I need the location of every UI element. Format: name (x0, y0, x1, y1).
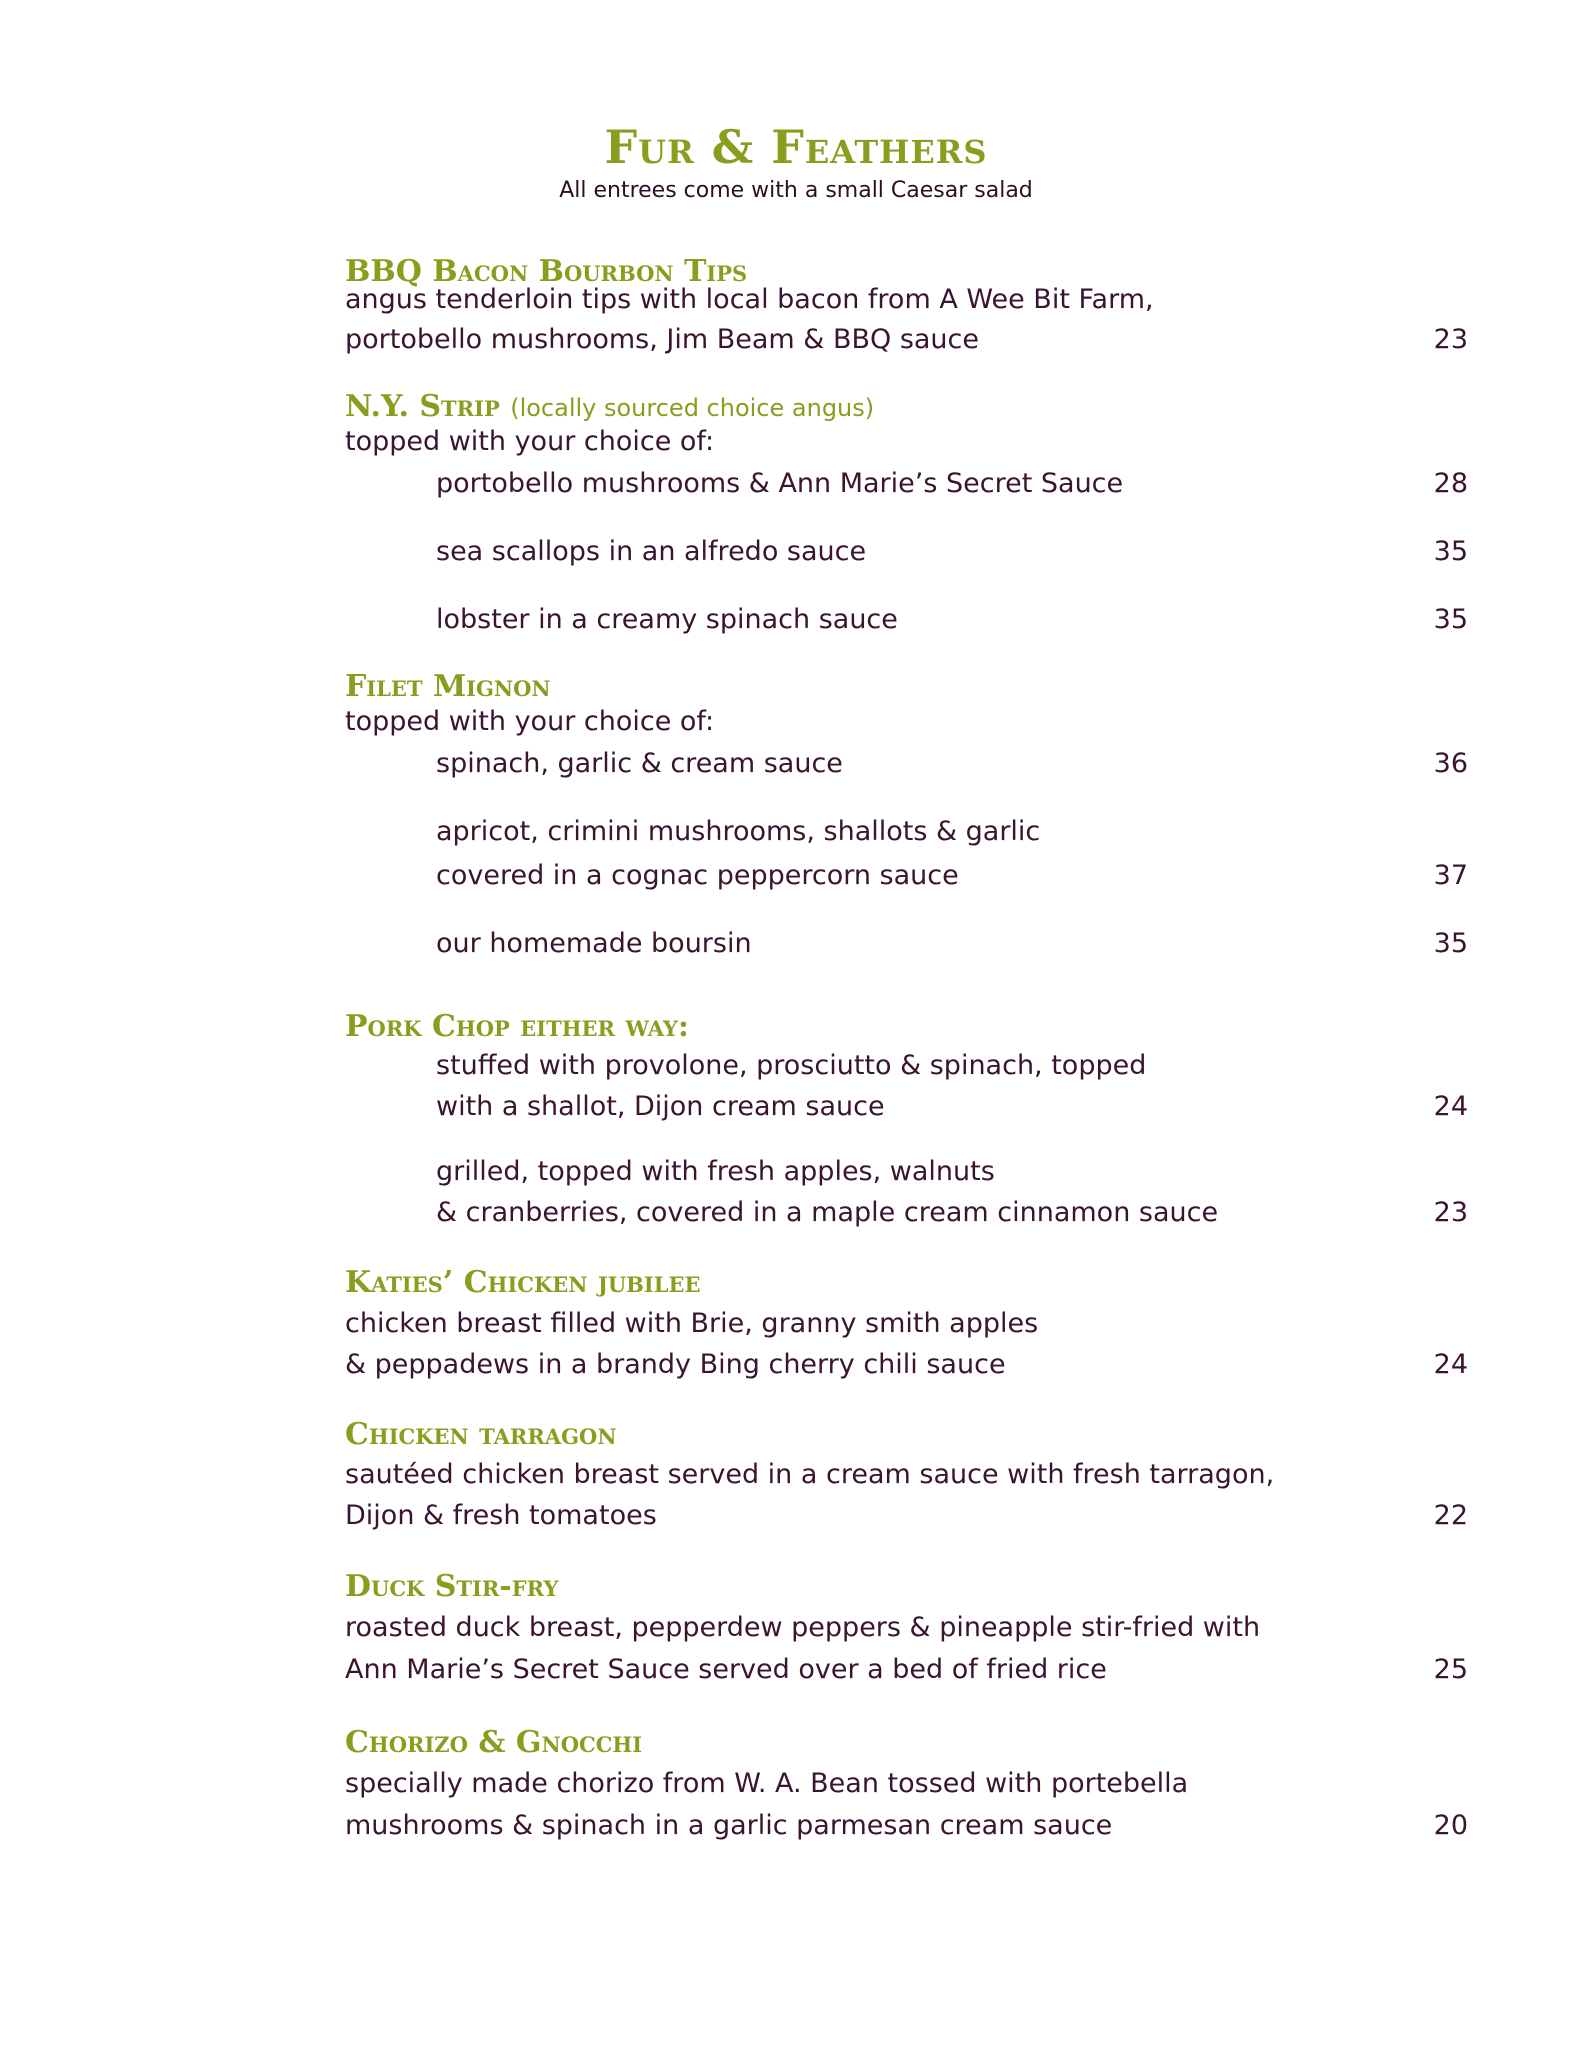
section-heading-tarragon: Chicken tarragon (345, 1417, 617, 1452)
item-option: our homemade boursin (436, 928, 752, 959)
item-option: portobello mushrooms & Ann Marie’s Secret Sauce (436, 468, 1124, 499)
section-heading-chorizo: Chorizo & Gnocchi (345, 1725, 643, 1760)
item-description: chicken breast filled with Brie, granny smith apples (345, 1308, 1039, 1339)
item-price: 24 (1433, 1349, 1468, 1380)
item-option: with a shallot, Dijon cream sauce (436, 1091, 885, 1122)
item-description: Ann Marie’s Secret Sauce served over a bed of fried rice (345, 1654, 1107, 1685)
item-price: 35 (1433, 928, 1468, 959)
item-price: 23 (1433, 1197, 1468, 1228)
item-price: 23 (1433, 324, 1468, 355)
item-intro: topped with your choice of: (345, 706, 715, 737)
section-note: (locally sourced choice angus) (510, 394, 875, 422)
section-heading-duck: Duck Stir-fry (345, 1569, 559, 1604)
item-description: roasted duck breast, pepperdew peppers & pineapple stir-fried with (345, 1612, 1261, 1643)
item-price: 24 (1433, 1091, 1468, 1122)
item-price: 25 (1433, 1654, 1468, 1685)
item-intro: topped with your choice of: (345, 426, 715, 457)
item-option: stuffed with provolone, prosciutto & spinach, topped (436, 1050, 1147, 1081)
section-title: N.Y. Strip (345, 389, 500, 424)
item-option: sea scallops in an alfredo sauce (436, 536, 867, 567)
item-option: spinach, garlic & cream sauce (436, 748, 843, 779)
item-price: 22 (1433, 1500, 1468, 1531)
section-heading-bbq: BBQ Bacon Bourbon Tips (345, 254, 748, 289)
section-heading-jubilee: Katies’ Chicken jubilee (345, 1265, 701, 1300)
item-price: 35 (1433, 536, 1468, 567)
item-description: portobello mushrooms, Jim Beam & BBQ sauce (345, 324, 979, 355)
item-price: 36 (1433, 748, 1468, 779)
item-price: 37 (1433, 860, 1468, 891)
menu-subtitle: All entrees come with a small Caesar salad (559, 178, 1033, 203)
section-heading-pork: Pork Chop either way: (345, 1009, 690, 1044)
item-price: 35 (1433, 604, 1468, 635)
item-option: grilled, topped with fresh apples, walnuts (436, 1156, 995, 1187)
section-heading-strip (345, 389, 875, 424)
item-option: apricot, crimini mushrooms, shallots & garlic (436, 816, 1041, 847)
item-description: sautéed chicken breast served in a cream sauce with fresh tarragon, (345, 1459, 1275, 1490)
menu-title: Fur & Feathers (604, 120, 988, 174)
item-description: Dijon & fresh tomatoes (345, 1500, 657, 1531)
item-description: & peppadews in a brandy Bing cherry chili sauce (345, 1349, 1006, 1380)
item-option: covered in a cognac peppercorn sauce (436, 860, 959, 891)
item-description: specially made chorizo from W. A. Bean tossed with portebella (345, 1768, 1189, 1799)
item-price: 20 (1433, 1810, 1468, 1841)
item-option: & cranberries, covered in a maple cream cinnamon sauce (436, 1197, 1219, 1228)
item-price: 28 (1433, 468, 1468, 499)
item-description: angus tenderloin tips with local bacon from A Wee Bit Farm, (345, 284, 1154, 315)
section-heading-filet: Filet Mignon (345, 669, 551, 704)
item-description: mushrooms & spinach in a garlic parmesan cream sauce (345, 1810, 1113, 1841)
item-option: lobster in a creamy spinach sauce (436, 604, 898, 635)
